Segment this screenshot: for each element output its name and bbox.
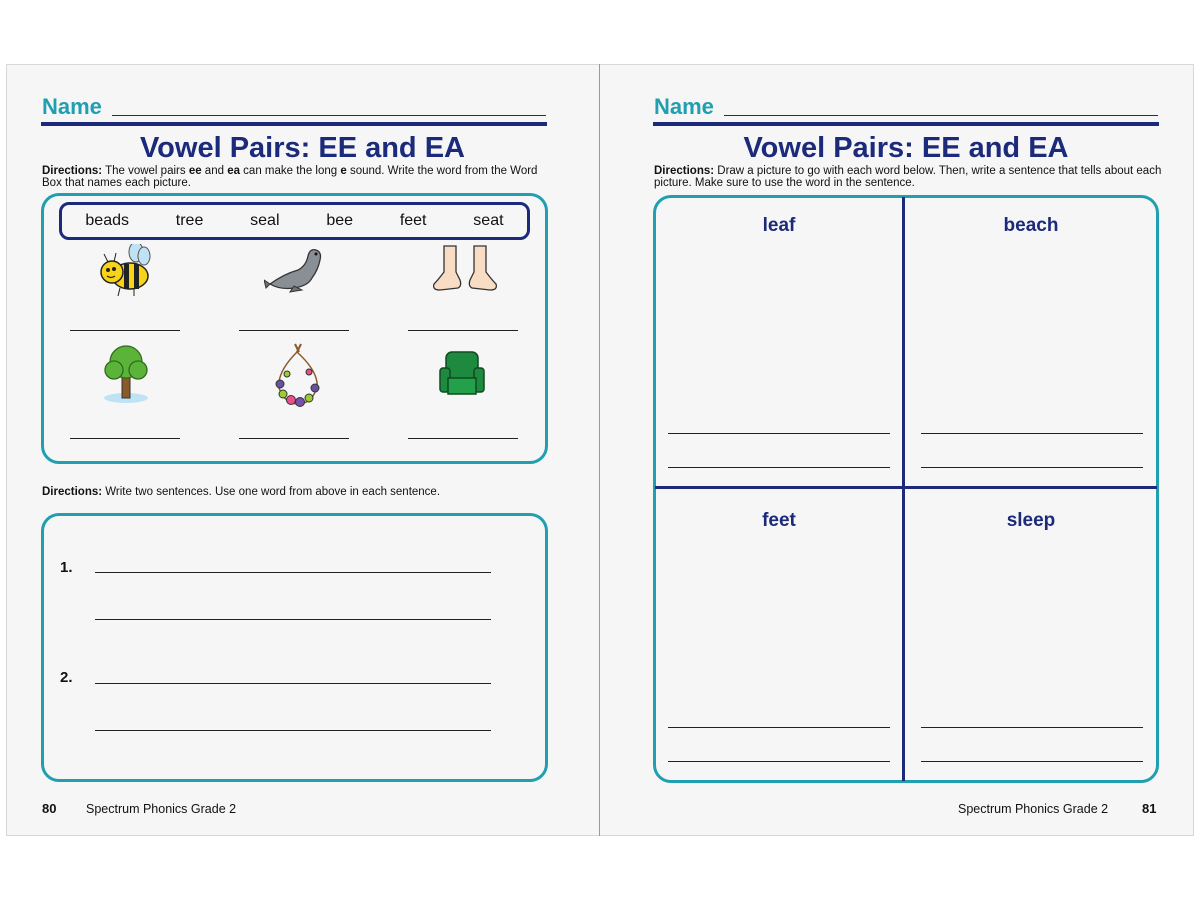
name-label: Name (42, 94, 102, 119)
directions-bold: e (340, 165, 347, 177)
seat-picture (438, 348, 486, 398)
answer-line[interactable] (408, 330, 518, 331)
cell-word-feet: feet (762, 510, 796, 531)
directions-text: can make the long (239, 165, 341, 177)
cell-word-sleep: sleep (1006, 510, 1056, 531)
footer-title: Spectrum Phonics Grade 2 (958, 802, 1109, 816)
directions-text: and (201, 165, 228, 177)
drawing-grid-frame (653, 195, 1159, 783)
grid-divider-horizontal (655, 486, 1157, 489)
page-title: Vowel Pairs: EE and EA (139, 132, 465, 164)
name-label: Name (654, 94, 714, 119)
page-number: 81 (1142, 801, 1157, 816)
word-box-item: feet (399, 212, 427, 229)
directions-draw (654, 165, 1164, 189)
sentence-line[interactable] (921, 467, 1143, 468)
sentence-line[interactable] (95, 619, 491, 620)
directions-label: Directions: (654, 165, 715, 177)
sentence-line[interactable] (921, 727, 1143, 728)
feet-picture (430, 242, 500, 294)
word-box-item: bee (326, 212, 354, 229)
bee-picture (94, 244, 154, 298)
sentence-line[interactable] (668, 433, 890, 434)
sentence-line[interactable] (95, 572, 491, 573)
page-title: Vowel Pairs: EE and EA (743, 132, 1069, 164)
directions-word-box (42, 165, 552, 189)
directions-bold: ea (227, 165, 240, 177)
beads-picture (271, 342, 325, 410)
directions-label: Directions: (42, 486, 103, 498)
name-line[interactable] (112, 115, 546, 116)
directions-label: Directions: (42, 165, 103, 177)
answer-line[interactable] (70, 330, 180, 331)
answer-line[interactable] (239, 438, 349, 439)
word-box (59, 202, 530, 240)
word-box-item: seal (250, 212, 280, 229)
sentence-number: 2. (60, 669, 73, 686)
right-page (600, 64, 1194, 836)
directions-text: Write two sentences. Use one word from above in each sentence. (105, 486, 441, 498)
grid-divider-vertical (902, 197, 905, 781)
sentence-line[interactable] (668, 727, 890, 728)
answer-line[interactable] (239, 330, 349, 331)
left-page (6, 64, 599, 836)
footer-title: Spectrum Phonics Grade 2 (86, 802, 237, 816)
sentence-line[interactable] (921, 433, 1143, 434)
name-line[interactable] (724, 115, 1158, 116)
directions-sentences (42, 486, 552, 498)
directions-bold: ee (188, 165, 202, 177)
word-box-item: beads (85, 212, 129, 229)
cell-word-leaf: leaf (762, 215, 796, 236)
sentence-line[interactable] (921, 761, 1143, 762)
directions-text: sound. Write the word from the Word Box that names each picture. (42, 165, 538, 189)
word-box-item: tree (175, 212, 204, 229)
answer-line[interactable] (70, 438, 180, 439)
directions-text: Draw a picture to go with each word below. Then, write a sentence that tells about each picture. Make sure to use the word in the sentence. (654, 165, 1162, 189)
sentence-frame (41, 513, 548, 782)
word-box-item: seat (473, 212, 504, 229)
sentence-line[interactable] (95, 730, 491, 731)
sentence-number: 1. (60, 559, 73, 576)
seal-picture (264, 244, 326, 294)
sentence-line[interactable] (668, 761, 890, 762)
tree-picture (100, 344, 152, 404)
sentence-line[interactable] (668, 467, 890, 468)
answer-line[interactable] (408, 438, 518, 439)
directions-text: The vowel pairs (105, 165, 189, 177)
page-number: 80 (42, 801, 57, 816)
header-rule (41, 122, 547, 126)
header-rule (653, 122, 1159, 126)
cell-word-beach: beach (1003, 215, 1059, 236)
sentence-line[interactable] (95, 683, 491, 684)
